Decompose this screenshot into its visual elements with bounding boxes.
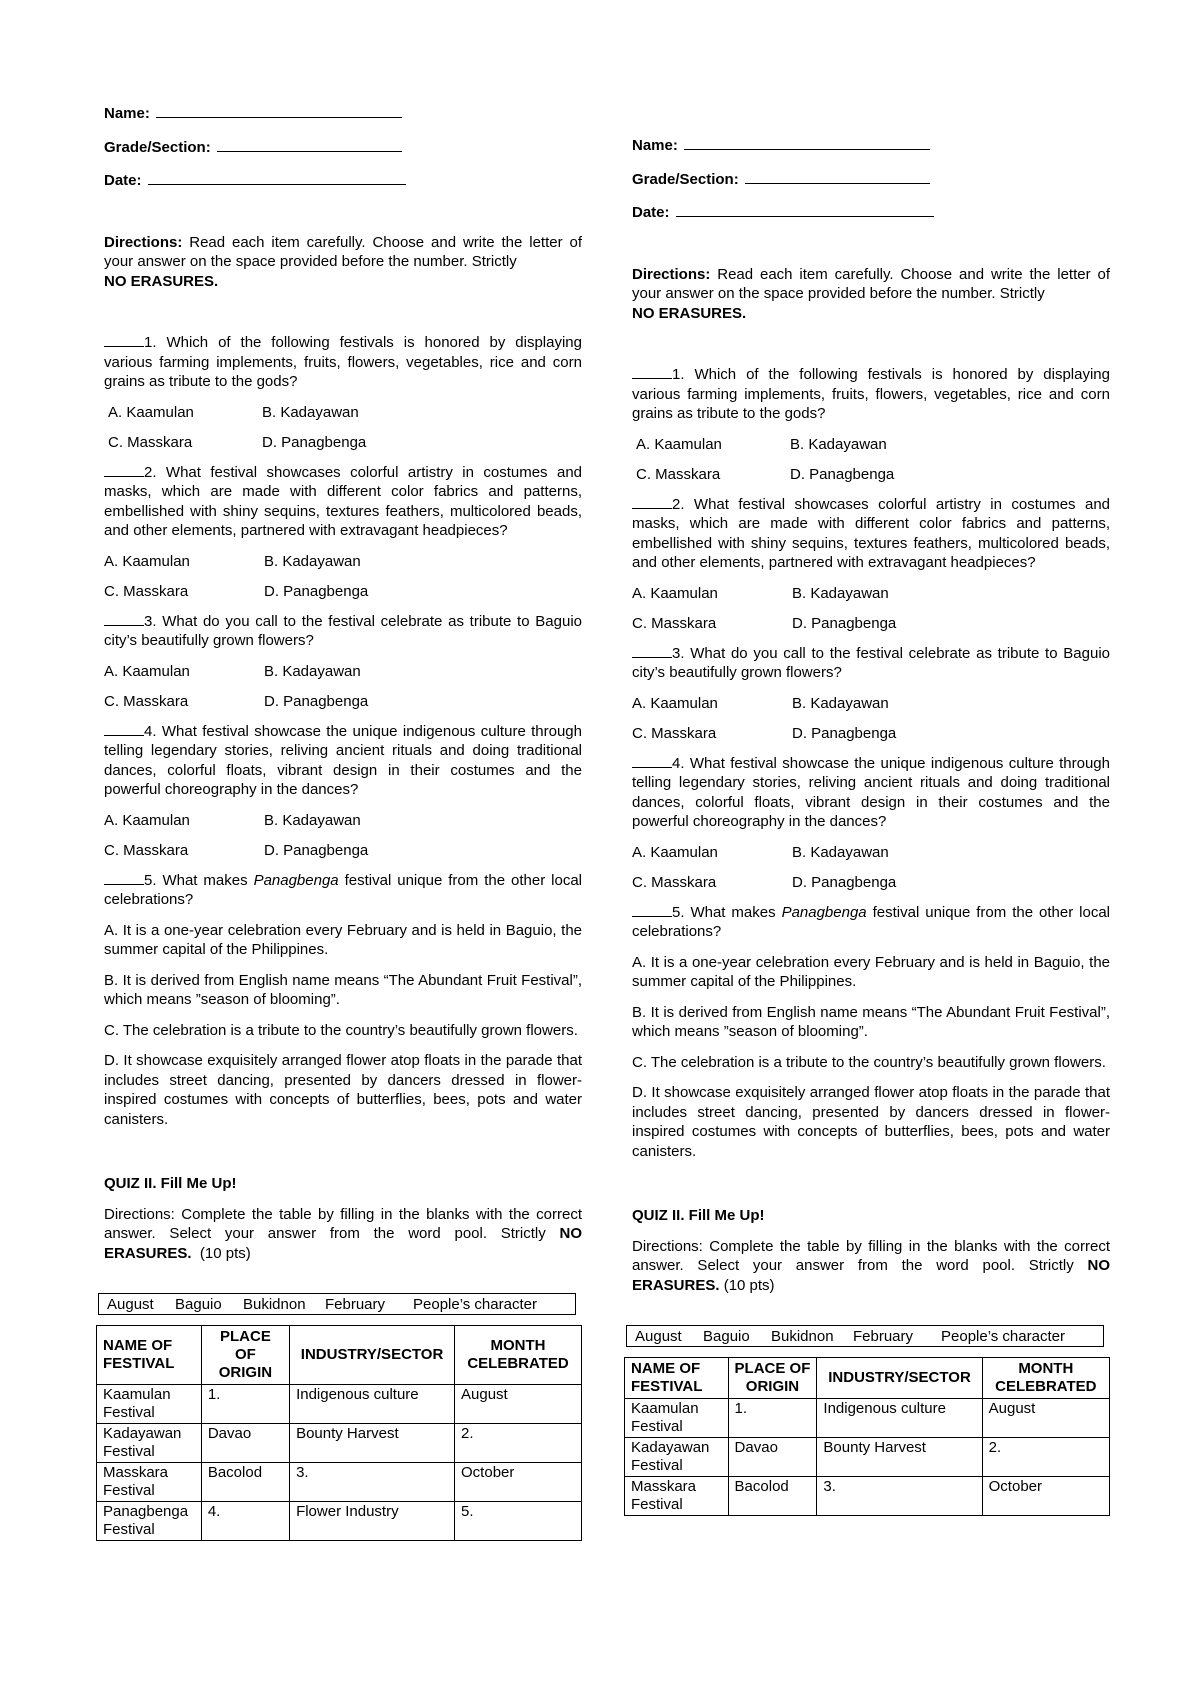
table-cell: Panagbenga Festival xyxy=(97,1502,202,1541)
table-cell[interactable]: 5. xyxy=(455,1502,582,1541)
word-pool-item: Baguio xyxy=(175,1296,222,1313)
quiz2-directions xyxy=(632,1237,1110,1296)
answer-blank-3[interactable] xyxy=(104,612,144,626)
name-field xyxy=(104,102,582,124)
answer-blank-5[interactable] xyxy=(104,871,144,885)
column-header: PLACE OF ORIGIN xyxy=(201,1326,289,1385)
quiz2-directions xyxy=(104,1205,582,1264)
column-header: INDUSTRY/SECTOR xyxy=(290,1326,455,1385)
question-text: festival unique from the other local celebrations? xyxy=(632,903,1110,940)
table-cell: Davao xyxy=(728,1438,817,1477)
table-row xyxy=(97,1463,582,1502)
date-label: Date: xyxy=(104,172,142,189)
table-cell: Indigenous culture xyxy=(290,1385,455,1424)
option-b: B. Kadayawan xyxy=(264,662,361,680)
question-number: 3. xyxy=(144,612,157,630)
answer-b: B. It is derived from English name means “The Abundant Fruit Festival”, which means ”season of blooming”. xyxy=(632,1003,1110,1040)
answer-blank-2[interactable] xyxy=(632,495,672,509)
option-c: C. Masskara xyxy=(104,692,189,710)
options-row xyxy=(104,811,582,830)
question-2 xyxy=(632,495,1110,573)
points-label: (10 pts) xyxy=(199,1244,251,1262)
answer-blank-1[interactable] xyxy=(104,333,144,347)
options-row xyxy=(632,465,1110,484)
question-text: What makes xyxy=(156,871,254,889)
date-blank[interactable] xyxy=(148,169,406,185)
question-1 xyxy=(632,365,1110,424)
table-cell[interactable]: 3. xyxy=(817,1477,982,1516)
table-row xyxy=(625,1477,1110,1516)
answer-blank-2[interactable] xyxy=(104,463,144,477)
word-pool-item: February xyxy=(853,1328,914,1345)
answer-c: C. The celebration is a tribute to the country’s beautifully grown flowers. xyxy=(632,1053,1106,1071)
points-label: (10 pts) xyxy=(723,1276,775,1294)
directions-label: Directions: xyxy=(632,265,711,283)
question-number: 2. xyxy=(144,463,157,481)
option-b: B. Kadayawan xyxy=(264,811,361,829)
option-b: B. Kadayawan xyxy=(792,843,889,861)
option-d: D. Panagbenga xyxy=(264,692,369,710)
quiz2-directions-text: Directions: Complete the table by filling in the blanks with the correct answer. Select your answer from the word pool. Strictly xyxy=(104,1205,582,1242)
options-row xyxy=(104,662,582,681)
grade-section-label: Grade/Section: xyxy=(104,138,211,156)
no-erasures-emphasis: NO ERASURES. xyxy=(632,1257,1110,1294)
question-1 xyxy=(104,333,582,392)
word-pool-item: People’s character xyxy=(941,1328,1065,1345)
question-text: What do you call to the festival celebrate as tribute to Baguio city’s beautifully grown flowers? xyxy=(104,612,582,649)
festival-table xyxy=(624,1357,1110,1516)
option-c: C. Masskara xyxy=(636,465,721,483)
no-erasures-emphasis: NO ERASURES. xyxy=(104,1225,582,1262)
grade-section-field xyxy=(632,168,1110,190)
column-header: PLACE OF ORIGIN xyxy=(728,1358,817,1399)
no-erasures-emphasis: NO ERASURES. xyxy=(632,304,747,322)
quiz2-title: QUIZ II. Fill Me Up! xyxy=(104,1175,237,1192)
directions-paragraph xyxy=(104,233,582,292)
date-field xyxy=(104,169,582,191)
options-row xyxy=(632,584,1110,603)
quiz-copy-left xyxy=(104,102,582,1541)
question-number: 1. xyxy=(144,334,157,351)
table-row xyxy=(97,1385,582,1424)
question-2 xyxy=(104,463,582,541)
question-5 xyxy=(104,871,582,910)
option-a: A. Kaamulan xyxy=(104,662,190,680)
question-italic: Panagbenga xyxy=(781,903,867,921)
option-c: C. Masskara xyxy=(108,433,193,451)
directions-text: Read each item carefully. Choose and write the letter of your answer on the space provided before the number. Strictly xyxy=(104,233,582,270)
option-d: D. Panagbenga xyxy=(264,582,369,600)
option-a: A. Kaamulan xyxy=(632,694,718,712)
name-blank[interactable] xyxy=(684,134,930,150)
option-b: B. Kadayawan xyxy=(792,694,889,712)
no-erasures-emphasis: NO ERASURES. xyxy=(104,272,219,290)
quiz2-title: QUIZ II. Fill Me Up! xyxy=(632,1207,765,1224)
options-row xyxy=(104,582,582,601)
question-text: Which of the following festivals is honored by displaying various farming implements, fruits, flowers, vegetables, rice and corn grains as tribute to the gods? xyxy=(104,334,582,390)
table-cell[interactable]: 1. xyxy=(201,1385,289,1424)
table-cell: August xyxy=(982,1399,1109,1438)
word-pool xyxy=(626,1325,1104,1347)
name-field xyxy=(632,134,1110,156)
option-a: A. Kaamulan xyxy=(108,403,194,421)
word-pool-item: Bukidnon xyxy=(243,1296,306,1313)
table-cell: Bounty Harvest xyxy=(290,1424,455,1463)
answer-blank-4[interactable] xyxy=(104,722,144,736)
question-number: 5. xyxy=(144,871,157,889)
directions-paragraph xyxy=(632,265,1110,324)
table-cell: Bounty Harvest xyxy=(817,1438,982,1477)
answer-a: A. It is a one-year celebration every February and is held in Baguio, the summer capital of the Philippines. xyxy=(632,953,1110,990)
option-a: A. Kaamulan xyxy=(636,435,722,453)
name-label: Name: xyxy=(632,137,678,154)
question-3 xyxy=(632,644,1110,683)
answer-d: D. It showcase exquisitely arranged flower atop floats in the parade that includes street dancing, presented by dancers dressed in flower-inspired costumes with concepts of butterflies, bees, pots and water canisters. xyxy=(104,1052,582,1128)
option-c: C. Masskara xyxy=(104,841,189,859)
options-row xyxy=(632,873,1110,892)
name-label: Name: xyxy=(104,105,150,122)
option-a: A. Kaamulan xyxy=(632,843,718,861)
question-number: 3. xyxy=(672,644,685,662)
column-header: NAME OF FESTIVAL xyxy=(625,1358,729,1399)
table-row xyxy=(625,1399,1110,1438)
date-label: Date: xyxy=(632,204,670,221)
option-d: D. Panagbenga xyxy=(792,873,897,891)
option-c: C. Masskara xyxy=(632,614,717,632)
column-header: NAME OF FESTIVAL xyxy=(97,1326,202,1385)
option-a: A. Kaamulan xyxy=(104,552,190,570)
question-text: What festival showcases colorful artistry in costumes and masks, which are made with different color fabrics and patterns, embellished with shiny sequins, textures feathers, multicolored beads, and other elements, partnered with extravagant headpieces? xyxy=(104,463,582,539)
table-row xyxy=(625,1438,1110,1477)
options-row xyxy=(632,694,1110,713)
table-cell: Kadayawan Festival xyxy=(625,1438,729,1477)
options-row xyxy=(104,403,582,422)
table-cell: Indigenous culture xyxy=(817,1399,982,1438)
table-header-row xyxy=(97,1326,582,1385)
option-c: C. Masskara xyxy=(104,582,189,600)
grade-section-label: Grade/Section: xyxy=(632,170,739,188)
question-text: What do you call to the festival celebrate as tribute to Baguio city’s beautifully grown flowers? xyxy=(632,644,1110,681)
answer-blank-3[interactable] xyxy=(632,644,672,658)
question-text: What festival showcase the unique indigenous culture through telling legendary stories, reliving ancient rituals and doing traditional dances, colorful floats, vibrant design in their costumes and the powerful choreography in the dances? xyxy=(632,754,1110,830)
option-a: A. Kaamulan xyxy=(632,584,718,602)
option-c: C. Masskara xyxy=(632,873,717,891)
directions-label: Directions: xyxy=(104,233,183,251)
option-c: C. Masskara xyxy=(632,724,717,742)
option-d: D. Panagbenga xyxy=(790,465,895,483)
question-number: 2. xyxy=(672,495,685,513)
question-4 xyxy=(632,754,1110,832)
answer-b: B. It is derived from English name means “The Abundant Fruit Festival”, which means ”season of blooming”. xyxy=(104,971,582,1008)
options-row xyxy=(632,724,1110,743)
question-number: 4. xyxy=(144,722,157,740)
table-row xyxy=(97,1502,582,1541)
table-cell: Kaamulan Festival xyxy=(625,1399,729,1438)
question-text: What festival showcase the unique indigenous culture through telling legendary stories, reliving ancient rituals and doing traditional dances, colorful floats, vibrant design in their costumes and the powerful choreography in the dances? xyxy=(104,722,582,798)
table-cell: Bacolod xyxy=(728,1477,817,1516)
options-row xyxy=(104,692,582,711)
date-field xyxy=(632,201,1110,223)
option-b: B. Kadayawan xyxy=(792,584,889,602)
options-row xyxy=(632,843,1110,862)
column-header: MONTH CELEBRATED xyxy=(982,1358,1109,1399)
answer-blank-4[interactable] xyxy=(632,754,672,768)
question-4 xyxy=(104,722,582,800)
table-cell: Kaamulan Festival xyxy=(97,1385,202,1424)
question-italic: Panagbenga xyxy=(253,871,339,889)
question-text: What festival showcases colorful artistry in costumes and masks, which are made with different color fabrics and patterns, embellished with shiny sequins, textures feathers, multicolored beads, and other elements, partnered with extravagant headpieces? xyxy=(632,495,1110,571)
quiz2-directions-text: Directions: Complete the table by filling in the blanks with the correct answer. Select your answer from the word pool. Strictly xyxy=(632,1237,1110,1274)
option-d: D. Panagbenga xyxy=(792,724,897,742)
option-b: B. Kadayawan xyxy=(262,403,359,421)
word-pool-item: People’s character xyxy=(413,1296,537,1313)
table-cell: Masskara Festival xyxy=(625,1477,729,1516)
option-b: B. Kadayawan xyxy=(790,435,887,453)
date-blank[interactable] xyxy=(676,201,934,217)
question-number: 4. xyxy=(672,754,685,772)
festival-table xyxy=(96,1325,582,1541)
table-cell: Davao xyxy=(201,1424,289,1463)
word-pool-item: February xyxy=(325,1296,386,1313)
table-header-row xyxy=(625,1358,1110,1399)
word-pool-item: August xyxy=(635,1328,682,1345)
options-row xyxy=(104,552,582,571)
question-3 xyxy=(104,612,582,651)
table-cell[interactable]: 2. xyxy=(982,1438,1109,1477)
table-cell: Kadayawan Festival xyxy=(97,1424,202,1463)
question-number: 1. xyxy=(672,366,685,383)
option-d: D. Panagbenga xyxy=(262,433,367,451)
table-cell[interactable]: 3. xyxy=(290,1463,455,1502)
table-cell: October xyxy=(455,1463,582,1502)
table-cell[interactable]: 4. xyxy=(201,1502,289,1541)
answer-c: C. The celebration is a tribute to the country’s beautifully grown flowers. xyxy=(104,1021,578,1039)
directions-text: Read each item carefully. Choose and write the letter of your answer on the space provided before the number. Strictly xyxy=(632,265,1110,302)
grade-section-blank[interactable] xyxy=(217,136,402,152)
question-number: 5. xyxy=(672,903,685,921)
option-a: A. Kaamulan xyxy=(104,811,190,829)
answer-a: A. It is a one-year celebration every February and is held in Baguio, the summer capital of the Philippines. xyxy=(104,921,582,958)
question-5 xyxy=(632,903,1110,942)
answer-d: D. It showcase exquisitely arranged flower atop floats in the parade that includes street dancing, presented by dancers dressed in flower-inspired costumes with concepts of butterflies, bees, pots and water canisters. xyxy=(632,1084,1110,1160)
word-pool-item: August xyxy=(107,1296,154,1313)
option-b: B. Kadayawan xyxy=(264,552,361,570)
answer-blank-5[interactable] xyxy=(632,903,672,917)
answer-blank-1[interactable] xyxy=(632,365,672,379)
table-cell: Flower Industry xyxy=(290,1502,455,1541)
word-pool-item: Bukidnon xyxy=(771,1328,834,1345)
question-text: festival unique from the other local celebrations? xyxy=(104,871,582,908)
word-pool-item: Baguio xyxy=(703,1328,750,1345)
option-d: D. Panagbenga xyxy=(792,614,897,632)
grade-section-blank[interactable] xyxy=(745,168,930,184)
option-d: D. Panagbenga xyxy=(264,841,369,859)
question-text: Which of the following festivals is honored by displaying various farming implements, fruits, flowers, vegetables, rice and corn grains as tribute to the gods? xyxy=(632,366,1110,422)
table-cell[interactable]: 2. xyxy=(455,1424,582,1463)
table-row xyxy=(97,1424,582,1463)
options-row xyxy=(632,614,1110,633)
question-text: What makes xyxy=(684,903,782,921)
table-cell: August xyxy=(455,1385,582,1424)
name-blank[interactable] xyxy=(156,102,402,118)
column-header: MONTH CELEBRATED xyxy=(455,1326,582,1385)
table-cell: Bacolod xyxy=(201,1463,289,1502)
options-row xyxy=(632,435,1110,454)
table-cell[interactable]: 1. xyxy=(728,1399,817,1438)
column-header: INDUSTRY/SECTOR xyxy=(817,1358,982,1399)
table-cell: Masskara Festival xyxy=(97,1463,202,1502)
table-cell: October xyxy=(982,1477,1109,1516)
options-row xyxy=(104,433,582,452)
quiz-copy-right xyxy=(632,134,1110,1516)
grade-section-field xyxy=(104,136,582,158)
options-row xyxy=(104,841,582,860)
word-pool xyxy=(98,1293,576,1315)
